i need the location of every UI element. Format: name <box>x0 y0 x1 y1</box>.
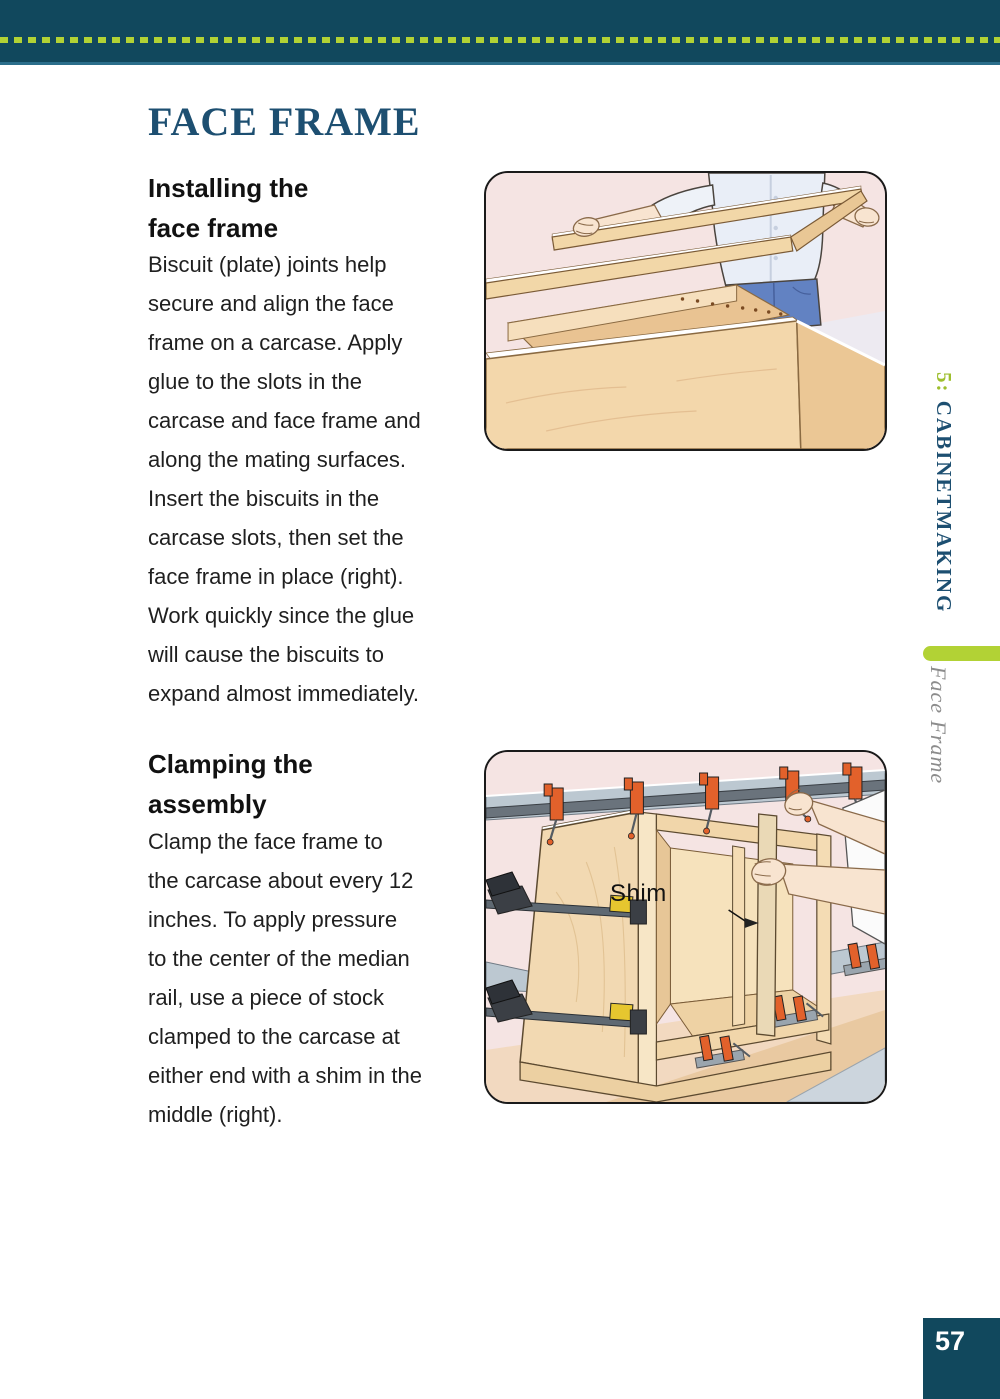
figure-installing-face-frame <box>484 171 887 451</box>
body-line: middle (right). <box>148 1102 283 1127</box>
figure-annotation-shim: Shim <box>610 880 667 907</box>
body-line: the carcase about every 12 <box>148 868 414 893</box>
body-line: carcase slots, then set the <box>148 525 404 550</box>
paragraph-clamping <box>148 822 422 1134</box>
installing-illustration <box>486 173 885 449</box>
top-band <box>0 0 1000 65</box>
body-line: to the center of the median <box>148 946 410 971</box>
body-line: clamped to the carcase at <box>148 1024 400 1049</box>
body-line: face frame in place (right). <box>148 564 404 589</box>
heading-line: face frame <box>148 213 279 243</box>
stock-piece <box>757 814 777 1036</box>
chapter-title: CABINETMAKING <box>932 393 956 614</box>
dashed-rule <box>0 37 1000 43</box>
body-line: glue to the slots in the <box>148 369 363 394</box>
body-line: Biscuit (plate) joints help <box>148 252 387 277</box>
section-heading-installing <box>148 168 308 248</box>
heading-line: Installing the <box>148 173 309 203</box>
heading-line: Clamping the <box>148 749 313 779</box>
clamping-illustration <box>486 752 885 1102</box>
body-line: expand almost immediately. <box>148 681 420 706</box>
sidebar-divider-bar <box>923 646 1000 661</box>
page-title: FACE FRAME <box>148 99 421 144</box>
page-number-box <box>923 1318 1000 1399</box>
body-line: Clamp the face frame to <box>148 829 383 854</box>
figure-clamping-assembly <box>484 750 887 1104</box>
body-line: Insert the biscuits in the <box>148 486 380 511</box>
page-number: 57 <box>935 1326 966 1356</box>
body-line: frame on a carcase. Apply <box>148 330 403 355</box>
body-line: carcase and face frame and <box>148 408 421 433</box>
body-line: secure and align the face <box>148 291 394 316</box>
heading-line: assembly <box>148 789 267 819</box>
body-line: rail, use a piece of stock <box>148 985 385 1010</box>
body-line: inches. To apply pressure <box>148 907 398 932</box>
chapter-tab <box>931 372 956 613</box>
body-line: will cause the biscuits to <box>148 642 384 667</box>
chapter-number: 5: <box>932 372 956 394</box>
body-line: either end with a shim in the <box>148 1063 422 1088</box>
section-tab: Face Frame <box>926 666 951 785</box>
section-heading-clamping <box>148 744 313 824</box>
paragraph-installing <box>148 245 421 713</box>
body-line: Work quickly since the glue <box>148 603 415 628</box>
body-line: along the mating surfaces. <box>148 447 407 472</box>
